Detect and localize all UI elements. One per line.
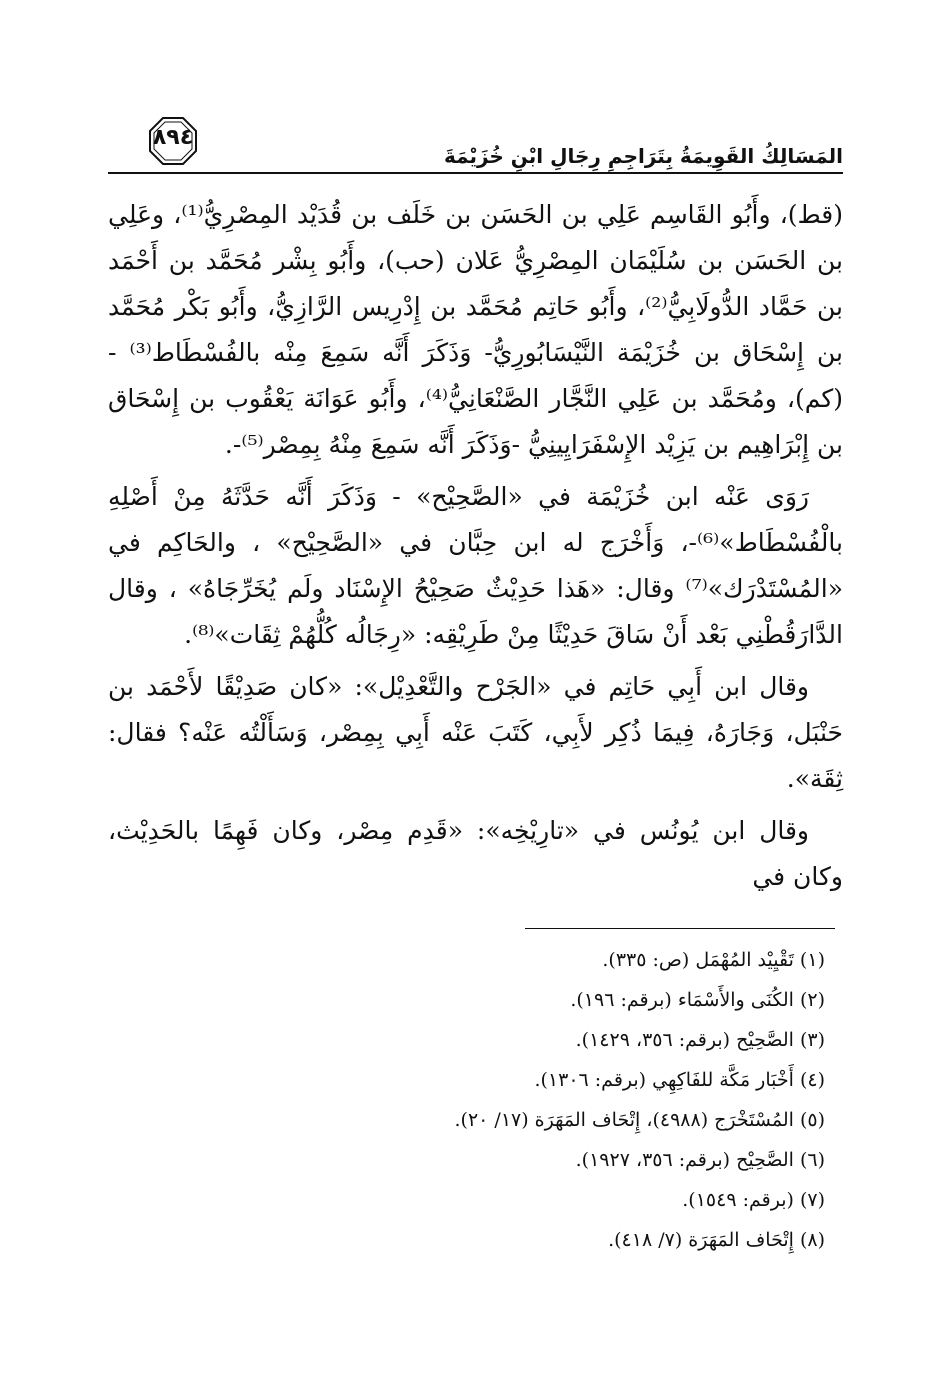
page-header <box>108 110 843 180</box>
footnote-8: (٨) إِتْحَاف المَهَرَة (٧/ ٤١٨). <box>608 1229 825 1251</box>
footnote-6: (٦) الصَّحِيْح (برقم: ٣٥٦، ١٩٢٧). <box>575 1149 825 1171</box>
page-number: ٨٩٤ <box>152 125 194 150</box>
footnote-4: (٤) أَخْبَار مَكَّة للفَاكِهِي (برقم: ١٣٠٦). <box>534 1069 825 1091</box>
paragraph: (قط)، وأَبُو القَاسِم عَلِي بن الحَسَن بن خَلَف بن قُدَيْد المِصْرِيُّ⁽¹⁾، وعَلِي بن الحَسَن بن سُلَيْمَان المِصْرِيُّ عَلان (حب)، وأَبُو بِشْر مُحَمَّد بن أَحْمَد بن حَمَّاد الدُّولَابِيُّ⁽²⁾، وأَبُو حَاتِم مُحَمَّد بن إِدْرِيس الرَّازِيُّ، وأَبُو بَكْر مُحَمَّد بن إِسْحَاق بن خُزَيْمَة النَّيْسَابُورِيُّ- وَذَكَرَ أَنَّه سَمِعَ مِنْه بالفُسْطَاط⁽³⁾ -(كم)، ومُحَمَّد بن عَلِي النَّجَّار الصَّنْعَانِيُّ⁽⁴⁾، وأَبُو عَوَانَة يَعْقُوب بن إِسْحَاق بن إِبْرَاهِيم بن يَزِيْد الإِسْفَرَايِينِيُّ -وَذَكَرَ أَنَّه سَمِعَ مِنْهُ بِمِصْر⁽⁵⁾-. <box>108 200 843 459</box>
header-divider <box>108 172 843 174</box>
footnote-7: (٧) (برقم: ١٥٤٩). <box>682 1189 825 1211</box>
footnote-divider <box>525 928 835 929</box>
paragraph: رَوَى عَنْه ابن خُزَيْمَة في «الصَّحِيْح» - وَذَكَرَ أَنَّه حَدَّثَهُ مِنْ أَصْلِهِ بالْفُسْطَاط»⁽⁶⁾-، وَأَخْرَج له ابن حِبَّان في «الصَّحِيْح» ، والحَاكِم في «المُسْتَدْرَك»⁽⁷⁾ وقال: «هَذا حَدِيْثٌ صَحِيْحُ الإِسْنَاد ولَم يُخَرِّجَاهُ» ، وقال الدَّارَقُطْنِي بَعْد أَنْ سَاقَ حَدِيْثًا مِنْ طَرِيْقِه: «رِجَالُه كُلُّهُمْ ثِقَات»⁽⁸⁾. <box>108 482 843 649</box>
footnote-5: (٥) المُسْتَخْرَج (٤٩٨٨)، إِتْحَاف المَهَرَة (١٧/ ٢٠). <box>454 1109 825 1131</box>
main-text <box>108 192 843 906</box>
paragraph: وقال ابن أَبِي حَاتِم في «الجَرْح والتَّعْدِيْل»: «كان صَدِيْقًا لأَحْمَد بن حَنْبَل، وَجَارَهُ، فِيمَا ذُكِر لأَبِي، كَتَبَ عَنْه أَبِي بِمِصْر، وَسَأَلْتُه عَنْه؟ فقال: ثِقَة». <box>108 672 843 793</box>
footnote-1: (١) تَقْيِيْد المُهْمَل (ص: ٣٣٥). <box>602 949 825 971</box>
book-title: المَسَالِكُ القَوِيمَةُ بِتَرَاجِمِ رِجَالِ ابْنِ خُزَيْمَةَ <box>443 144 843 168</box>
footnote-3: (٣) الصَّحِيْح (برقم: ٣٥٦، ١٤٢٩). <box>575 1029 825 1051</box>
footnote-2: (٢) الكُنَى والأَسْمَاء (برقم: ١٩٦). <box>570 989 825 1011</box>
page-number-badge <box>148 116 198 166</box>
footnotes <box>325 940 825 1260</box>
paragraph: وقال ابن يُونُس في «تارِيْخِه»: «قَدِم مِصْر، وكان فَهِمًا بالحَدِيْث، وكان في <box>108 816 843 891</box>
